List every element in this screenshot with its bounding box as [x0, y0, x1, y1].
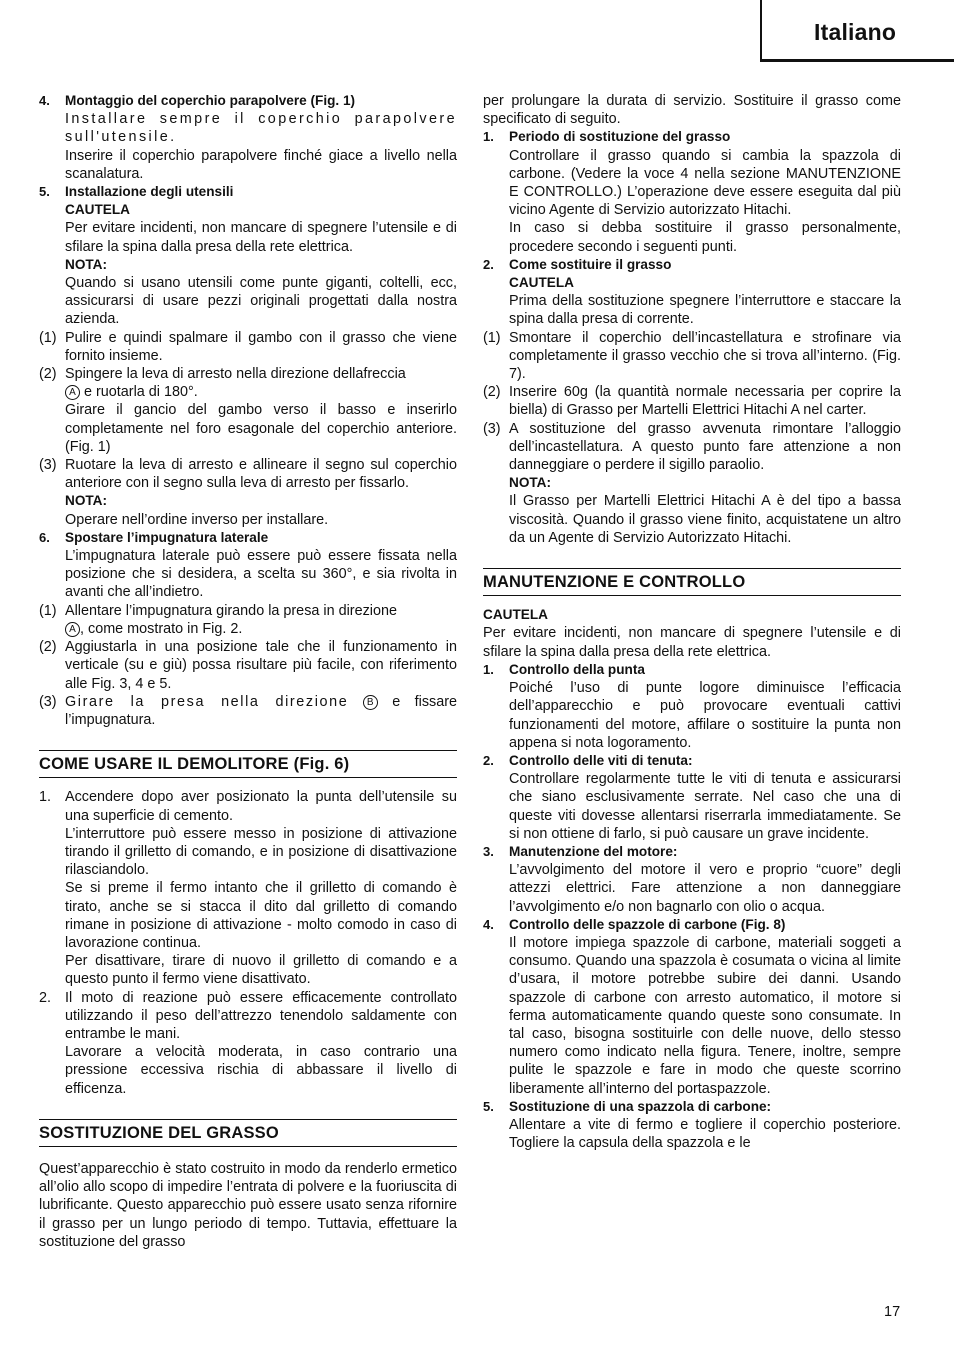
- maintenance-item-title: Controllo della punta: [509, 661, 645, 677]
- list-item-text: Inserire 60g (la quantità normale necessaria per coprire la biella) di Grasso per Martelli Elettrici Hitachi A nel carter.: [509, 384, 901, 419]
- list-item-text: Allentare l’impugnatura girando la presa in direzione A , come mostrato in Fig. 2.: [65, 602, 397, 637]
- paragraph: Il motore impiega spazzole di carbone, materiali soggeti a consumo. Quando una spazzola è cosumata o vicina al limite d’usara, il motore potrebbe subire dei danni. Usando spazzole di carbone con arresto automatico, il motore si ferma automaticamente quando queste sono consumate. In tal caso, bisogna sostituirle con delle nuove, dello stesso numero como indicato nella figura. Tenere, inoltre, sempre pulite le spazzole e fare in modo che queste scorrino liberamente all’interno del portaspazzole.: [509, 934, 901, 1097]
- list-item-text: Ruotare la leva di arresto e allineare il segno sul coperchio anteriore con il segno sulla leva di arresto per fissarlo.: [65, 457, 457, 492]
- right-column: [483, 92, 901, 1152]
- list-item: (1) Smontare il coperchio dell’incastellatura e strofinare via completamente il grasso vecchio che si trova all’interno. (Fig. 7).: [483, 329, 901, 383]
- paragraph: Se si preme il fermo intanto che il grilletto di comando è tirato, anche se si stacca il dito dal grilletto di comando rimane in posizione di attivazione - molto comodo in caso di lavorazione continua.: [65, 880, 457, 951]
- grease-step-2: 2. Come sostituire il grasso CAUTELA Prima della sostituzione spegnere l’interruttore e staccare la spina dalla presa di corrente.: [483, 256, 901, 328]
- language-label: Italiano: [814, 19, 897, 45]
- list-item: (3) Girare la presa nella direzione B e fissare l’impugnatura.: [39, 693, 458, 728]
- grease-step-1-title: Periodo di sostituzione del grasso: [509, 129, 731, 145]
- paragraph: Quando si usano utensili come punte giganti, coltelli, ecc, assicurarsi di usare pezzi originali progettati dalla nostra azienda.: [65, 275, 457, 328]
- section-number: 4.: [39, 93, 50, 108]
- caution-label: CAUTELA: [65, 202, 130, 218]
- section-heading-grasso: SOSTITUZIONE DEL GRASSO: [39, 1119, 457, 1147]
- language-tab: [760, 0, 954, 62]
- section-6: 6. Spostare l’impugnatura laterale L’impugnatura laterale può essere può essere fissata nella posizione che si desidera, a scelta su 360°, e sia rivolta in avanti che all’indietro.: [39, 529, 457, 601]
- section-4: [39, 92, 457, 183]
- list-item: (2) Inserire 60g (la quantità normale necessaria per coprire la biella) di Grasso per Martelli Elettrici Hitachi A nel carter.: [483, 384, 901, 419]
- arrow-a-symbol: A: [65, 622, 80, 637]
- arrow-b-symbol: B: [363, 695, 378, 710]
- paragraph: Lavorare a velocità moderata, in caso contrario una pressione eccessiva rischia di abbassare il livello di efficenza.: [65, 1044, 457, 1097]
- maintenance-item-title: Sostituzione di una spazzola di carbone:: [509, 1098, 772, 1114]
- paragraph: Quest’apparecchio è stato costruito in modo da renderlo ermetico all’olio allo scopo di impedire l’entrata di polvere e la fuoriuscita di lubrificante. Questo apparecchio può essere usato senza rifornire il grasso per un lungo periodo di tempo. Tuttavia, effettuare la sostituzione del grasso: [39, 1160, 457, 1250]
- note-label: NOTA:: [65, 256, 108, 272]
- section-4-title: Montaggio del coperchio parapolvere (Fig. 1): [65, 93, 356, 108]
- maintenance-item-title: Manutenzione del motore:: [509, 843, 678, 859]
- list-item: (2) Aggiustarla in una posizione tale che il funzionamento in verticale (su e giù) possa risultare più facile, con riferimento alle Fig. 3, 4 e 5.: [39, 639, 457, 692]
- paragraph: L’avvolgimento del motore il vero e proprio “cuore” degli attezzi elettrici. Fare attenzione a non danneggiare l’avvolgimento e/o non bagnarlo con olio o acqua.: [509, 862, 901, 915]
- page-number: 17: [884, 1304, 901, 1320]
- paragraph: Installare sempre il coperchio parapolvere sull'utensile.: [65, 111, 457, 146]
- caution-label: CAUTELA: [509, 275, 574, 291]
- list-item-text: Aggiustarla in una posizione tale che il funzionamento in verticale (su e giù) possa risultare più facile, con riferimento alle Fig. 3, 4 e 5.: [65, 639, 457, 692]
- list-item-text: Spingere la leva di arresto nella direzione dellafreccia A e ruotarla di 180°.: [65, 366, 406, 401]
- caution-label: CAUTELA: [483, 607, 548, 623]
- grease-step-1: 1. Periodo di sostituzione del grasso Controllare il grasso quando si cambia la spazzola di carbone. (Vedere la voce 4 nella sezione MANUTENZIONE E CONTROLLO.) L’operazione deve essere eseguita dal più vicino Agente di Servizio autorizzato Hitachi. In caso si debba sostituire il grasso personalmente, procedere secondo i seguenti punti.: [483, 129, 901, 255]
- list-item-text: Girare la presa nella direzione B e fissare l’impugnatura.: [65, 693, 458, 728]
- note-label: NOTA:: [509, 475, 552, 491]
- arrow-a-symbol: A: [65, 385, 80, 400]
- list-item-text: Smontare il coperchio dell’incastellatura e strofinare via completamente il grasso vecchio che si trova all’interno. (Fig. 7).: [509, 329, 901, 383]
- paragraph: Poiché l’uso di punte logore diminuisce l’efficacia dell’apparecchio e può provocare eventuali cattivi funzionamenti del motore, affilare o sostituire la punta non appena si nota logoramento.: [509, 680, 901, 751]
- paragraph: In caso si debba sostituire il grasso personalmente, procedere secondo i seguenti punti.: [509, 220, 901, 255]
- list-item: (1) Allentare l’impugnatura girando la presa in direzione A , come mostrato in Fig. 2.: [39, 602, 457, 638]
- paragraph: Controllare il grasso quando si cambia la spazzola di carbone. (Vedere la voce 4 nella sezione MANUTENZIONE E CONTROLLO.) L’operazione deve essere eseguita dal più vicino Agente di Servizio autorizzato Hitachi.: [509, 147, 901, 219]
- paragraph: L’impugnatura laterale può essere può essere fissata nella posizione che si desidera, a scelta su 360°, e sia rivolta in avanti che all’indietro.: [65, 548, 457, 601]
- section-5: [39, 183, 457, 329]
- section-heading-manutenzione: MANUTENZIONE E CONTROLLO: [483, 568, 901, 596]
- paragraph: Prima della sostituzione spegnere l’interruttore e staccare la spina dalla presa di corrente.: [509, 293, 901, 328]
- left-column: [39, 92, 457, 1251]
- section-number: 5.: [39, 184, 50, 200]
- note-label: NOTA:: [65, 493, 108, 509]
- list-item: (3) A sostituzione del grasso avvenuta rimontare l’alloggio dell’incastellatura. A questo punto fare attenzione a non danneggiare o perdere il sigillo paraolio. NOTA: Il Grasso per Martelli Elettrici Hitachi A è del tipo a bassa viscosità. Quando il grasso viene finito, acquistatene un altro da un Agente di Servizio Autorizzato Hitachi.: [483, 420, 901, 546]
- paragraph: Il moto di reazione può essere efficacemente controllato utilizzando il peso dell’attrezzo tenendolo saldamente con entrambe le mani.: [65, 989, 457, 1042]
- section-6-title: Spostare l’impugnatura laterale: [65, 529, 269, 545]
- maintenance-item-3: 3. Manutenzione del motore: L’avvolgimento del motore il vero e proprio “cuore” degli attezzi elettrici. Fare attenzione a non danneggiare l’avvolgimento e/o non bagnarlo con olio o acqua.: [483, 843, 901, 915]
- paragraph: Inserire il coperchio parapolvere finché giace a livello nella scanalatura.: [65, 147, 457, 182]
- list-item: (3) Ruotare la leva di arresto e allineare il segno sul coperchio anteriore con il segno sulla leva di arresto per fissarlo. NOTA: Operare nell’ordine inverso per installare.: [39, 457, 457, 528]
- list-item: (2) Spingere la leva di arresto nella direzione dellafreccia A e ruotarla di 180°. Girare il gancio del gambo verso il basso e inserirlo completamente nel foro esagonale del coperchio anteriore. (Fig. 1): [39, 366, 457, 455]
- list-item-text: A sostituzione del grasso avvenuta rimontare l’alloggio dell’incastellatura. A questo punto fare attenzione a non danneggiare o perdere il sigillo paraolio.: [509, 420, 901, 474]
- paragraph: Allentare a vite di fermo e togliere il coperchio posteriore. Togliere la capsula della spazzola e le: [509, 1116, 901, 1152]
- list-item: 2. Il moto di reazione può essere efficacemente controllato utilizzando il peso dell’attrezzo tenendolo saldamente con entrambe le mani. Lavorare a velocità moderata, in caso contrario una pressione eccessiva rischia di abbassare il livello di efficenza.: [39, 989, 457, 1097]
- maintenance-item-title: Controllo delle spazzole di carbone (Fig. 8): [509, 916, 786, 932]
- grease-step-2-title: Come sostituire il grasso: [509, 256, 672, 272]
- paragraph: Per evitare incidenti, non mancare di spegnere l’utensile e di sfilare la spina dalla presa della rete elettrica.: [483, 625, 901, 660]
- section-heading-demolitore: COME USARE IL DEMOLITORE (Fig. 6): [39, 750, 457, 778]
- maintenance-item-5: 5. Sostituzione di una spazzola di carbone: Allentare a vite di fermo e togliere il coperchio posteriore. Togliere la capsula della spazzola e le: [483, 1098, 901, 1152]
- list-item: 1. Accendere dopo aver posizionato la punta dell’utensile su una superficie di cemento. L’interruttore può essere messo in posizione di attivazione tirando il grilletto di comando, e in posizione di disattivazione rilasciandolo. Se si preme il fermo intanto che il grilletto di comando è tirato, anche se si stacca il dito dal grilletto di comando rimane in posizione di attivazione - molto comodo in caso di lavorazione continua. Per disattivare, tirare di nuovo il grilletto di comando e a questo punto il fermo viene disattivato.: [39, 789, 457, 988]
- paragraph: Per evitare incidenti, non mancare di spegnere l’utensile e di sfilare la spina dalla presa della rete elettrica.: [65, 220, 457, 255]
- paragraph: Girare il gancio del gambo verso il basso e inserirlo completamente nel foro esagonale del coperchio anteriore. (Fig. 1): [65, 402, 457, 455]
- maintenance-item-2: 2. Controllo delle viti di tenuta: Controllare regolarmente tutte le viti di tenuta e assicurarsi che siano esclusivamente serrate. Nel caso che una di queste viti dovesse allentarsi riserrarla immediatamente. Se si non ottiene di farlo, si può causare un grave incidente.: [483, 752, 901, 842]
- paragraph: Per disattivare, tirare di nuovo il grilletto di comando e a questo punto il fermo viene disattivato.: [65, 953, 457, 988]
- list-item-text: Pulire e quindi spalmare il gambo con il grasso che viene fornito insieme.: [65, 329, 457, 364]
- paragraph: Controllare regolarmente tutte le viti di tenuta e assicurarsi che siano esclusivamente serrate. Nel caso che una di queste viti dovesse allentarsi riserrarla immediatamente. Se si non ottiene di farlo, si può causare un grave incidente.: [509, 771, 901, 842]
- paragraph: Il Grasso per Martelli Elettrici Hitachi A è del tipo a bassa viscosità. Quando il grasso viene finito, acquistatene un altro da un Agente di Servizio Autorizzato Hitachi.: [509, 493, 901, 546]
- paragraph: L’interruttore può essere messo in posizione di attivazione tirando il grilletto di comando, e in posizione di disattivazione rilasciandolo.: [65, 825, 457, 879]
- paragraph: Accendere dopo aver posizionato la punta dell’utensile su una superficie di cemento.: [65, 789, 457, 824]
- maintenance-item-title: Controllo delle viti di tenuta:: [509, 752, 693, 768]
- paragraph: per prolungare la durata di servizio. Sostituire il grasso come specificato di seguito.: [483, 93, 901, 128]
- list-item: (1) Pulire e quindi spalmare il gambo con il grasso che viene fornito insieme.: [39, 329, 457, 364]
- maintenance-item-1: 1. Controllo della punta Poiché l’uso di punte logore diminuisce l’efficacia dell’apparecchio e può provocare eventuali cattivi funzionamenti del motore, affilare o sostituire la punta non appena si nota logoramento.: [483, 661, 901, 751]
- section-5-title: Installazione degli utensili: [65, 184, 234, 200]
- paragraph: Operare nell’ordine inverso per installare.: [65, 511, 329, 528]
- maintenance-item-4: 4. Controllo delle spazzole di carbone (Fig. 8) Il motore impiega spazzole di carbone, materiali soggeti a consumo. Quando una spazzola è cosumata o vicina al limite d’usara, il motore potrebbe subire dei danni. Usando spazzole di carbone con arresto automatico, il motore si ferma automaticamente quando queste sono consumate. In tal caso, bisogna sostituirle con delle nuove, dello stesso numero como indicato nella figura. Tenere, inoltre, sempre pulite le spazzole e fare in modo che queste scorrino liberamente all’interno del portaspazzole.: [483, 916, 901, 1097]
